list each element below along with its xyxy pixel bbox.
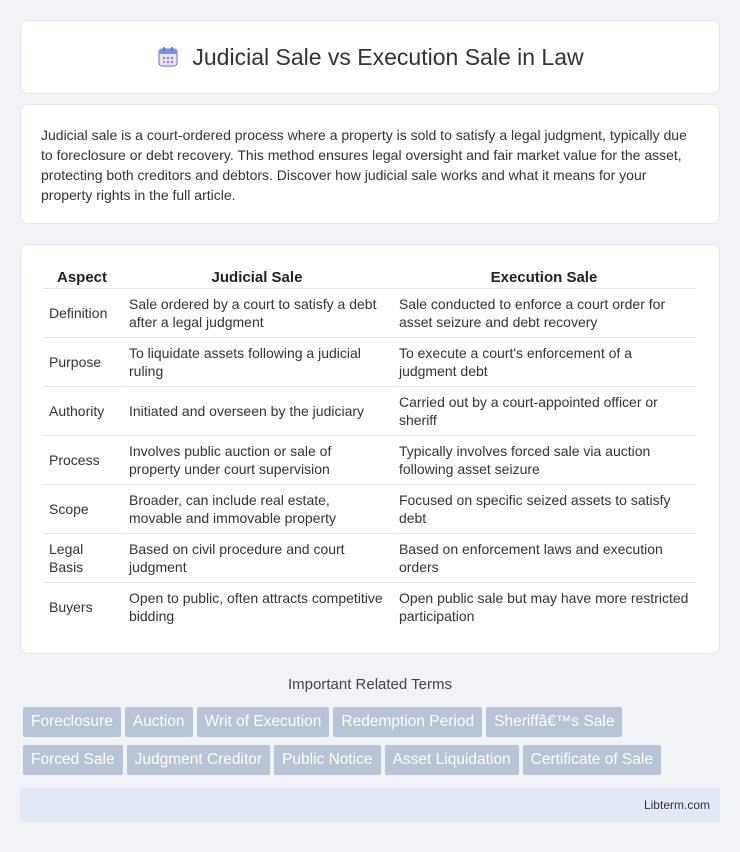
row-execution: Based on enforcement laws and execution orders xyxy=(393,533,697,582)
row-execution: Typically involves forced sale via auction following asset seizure xyxy=(393,435,697,484)
comparison-table-card xyxy=(20,244,720,654)
table-row xyxy=(43,288,697,337)
related-term-tag[interactable]: Certificate of Sale xyxy=(523,745,661,775)
related-term-tag[interactable]: Foreclosure xyxy=(23,707,121,737)
intro-card xyxy=(20,104,720,224)
related-term-tag[interactable]: Sheriffâ€™s Sale xyxy=(486,707,622,737)
header-aspect: Aspect xyxy=(43,265,123,288)
row-aspect: Scope xyxy=(43,484,123,533)
related-term-tag[interactable]: Asset Liquidation xyxy=(385,745,519,775)
related-term-tag[interactable]: Judgment Creditor xyxy=(127,745,271,775)
row-judicial: Open to public, often attracts competitive bidding xyxy=(123,582,393,631)
table-row xyxy=(43,386,697,435)
page-title: Judicial Sale vs Execution Sale in Law xyxy=(192,43,584,70)
table-header-row xyxy=(43,265,697,288)
header-judicial-sale: Judicial Sale xyxy=(123,265,393,288)
intro-text: Judicial sale is a court-ordered process where a property is sold to satisfy a legal judgment, typically due to foreclosure or debt recovery. This method ensures legal oversight and fair market value for the asset, protecting both creditors and debtors. Discover how judicial sale works and what it means for your property rights in the full article. xyxy=(41,127,687,203)
row-execution: Focused on specific seized assets to satisfy debt xyxy=(393,484,697,533)
related-terms-list xyxy=(23,707,723,783)
table-row xyxy=(43,337,697,386)
table-row xyxy=(43,484,697,533)
row-aspect: Legal Basis xyxy=(43,533,123,582)
row-judicial: Initiated and overseen by the judiciary xyxy=(123,386,393,435)
row-aspect: Authority xyxy=(43,386,123,435)
row-execution: Sale conducted to enforce a court order for asset seizure and debt recovery xyxy=(393,288,697,337)
calendar-icon xyxy=(156,45,180,69)
related-term-tag[interactable]: Forced Sale xyxy=(23,745,123,775)
table-row xyxy=(43,582,697,631)
footer xyxy=(20,788,720,822)
row-judicial: Involves public auction or sale of property under court supervision xyxy=(123,435,393,484)
row-execution: Carried out by a court-appointed officer or sheriff xyxy=(393,386,697,435)
row-execution: Open public sale but may have more restricted participation xyxy=(393,582,697,631)
row-aspect: Buyers xyxy=(43,582,123,631)
footer-site-link[interactable]: Libterm.com xyxy=(643,798,710,812)
row-judicial: Sale ordered by a court to satisfy a debt after a legal judgment xyxy=(123,288,393,337)
row-aspect: Purpose xyxy=(43,337,123,386)
related-term-tag[interactable]: Redemption Period xyxy=(333,707,482,737)
row-execution: To execute a court's enforcement of a judgment debt xyxy=(393,337,697,386)
header-execution-sale: Execution Sale xyxy=(393,265,697,288)
related-terms-heading: Important Related Terms xyxy=(288,676,452,693)
related-term-tag[interactable]: Public Notice xyxy=(274,745,380,775)
row-judicial: Based on civil procedure and court judgment xyxy=(123,533,393,582)
row-judicial: Broader, can include real estate, movable and immovable property xyxy=(123,484,393,533)
row-aspect: Process xyxy=(43,435,123,484)
row-judicial: To liquidate assets following a judicial ruling xyxy=(123,337,393,386)
comparison-table xyxy=(43,265,697,631)
row-aspect: Definition xyxy=(43,288,123,337)
table-row xyxy=(43,435,697,484)
table-row xyxy=(43,533,697,582)
title-card xyxy=(20,20,720,94)
related-term-tag[interactable]: Auction xyxy=(125,707,193,737)
related-term-tag[interactable]: Writ of Execution xyxy=(197,707,330,737)
